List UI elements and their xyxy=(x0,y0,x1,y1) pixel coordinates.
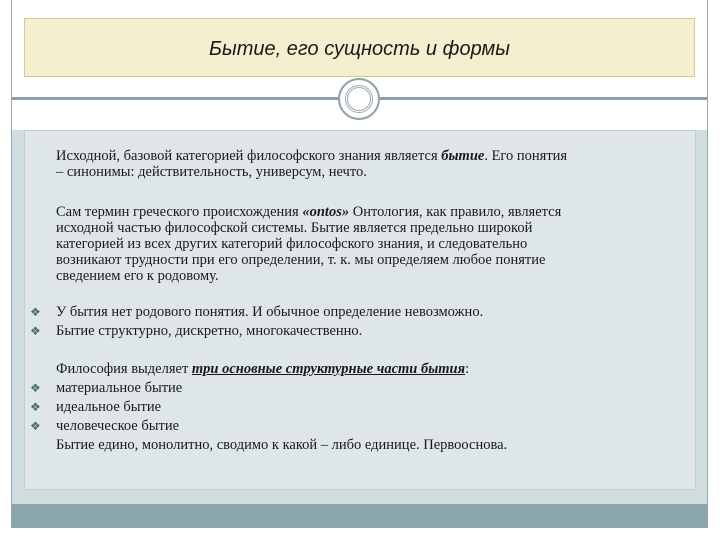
bullet-text: У бытия нет родового понятия. И обычное определение невозможно. xyxy=(56,304,484,320)
diamond-bullet-icon: ❖ xyxy=(30,400,41,414)
list-item xyxy=(30,418,680,434)
diamond-bullet-icon: ❖ xyxy=(30,305,41,319)
p3-text: Философия выделяет xyxy=(56,361,192,377)
bullet-text: человеческое бытие xyxy=(56,418,180,434)
list-item xyxy=(30,399,680,415)
decorative-circle-icon xyxy=(338,78,380,120)
p2-text-end: Онтология, как правило, является xyxy=(349,204,562,220)
diamond-bullet-icon: ❖ xyxy=(30,381,41,395)
p3-text-end: : xyxy=(465,361,470,377)
paragraph-2-line-5: сведением его к родовому. xyxy=(56,268,219,284)
paragraph-2-line-1 xyxy=(56,204,686,220)
p1-emphasis: бытие xyxy=(441,148,485,164)
diamond-bullet-icon: ❖ xyxy=(30,324,41,338)
paragraph-1-line-2: – синонимы: действительность, универсум, нечто. xyxy=(56,164,367,180)
paragraph-1-line-1 xyxy=(56,148,686,164)
p3-emphasis: три основные структурные части бытия xyxy=(191,361,466,377)
footer-bar xyxy=(12,504,707,528)
paragraph-3 xyxy=(56,361,686,377)
diamond-bullet-icon: ❖ xyxy=(30,419,41,433)
paragraph-1 xyxy=(56,148,686,180)
p2-emphasis: «ontos» xyxy=(302,204,350,220)
title-box xyxy=(24,18,695,77)
paragraph-2 xyxy=(56,204,686,284)
list-item xyxy=(30,380,680,396)
list-item xyxy=(30,323,680,339)
bullet-text: Бытие структурно, дискретно, многокачественно. xyxy=(56,323,363,339)
p1-text: Исходной, базовой категорией философского знания является xyxy=(56,148,442,164)
slide-title: Бытие, его сущность и формы xyxy=(209,38,510,60)
decorative-ring xyxy=(345,85,373,113)
closing-line: Бытие едино, монолитно, сводимо к какой – либо единице. Первооснова. xyxy=(56,437,508,453)
paragraph-2-line-2: исходной частью философской системы. Бытие является предельно широкой xyxy=(56,220,533,236)
paragraph-2-line-4: возникают трудности при его определении, т. к. мы определяем любое понятие xyxy=(56,252,546,268)
bullet-text: материальное бытие xyxy=(56,380,183,396)
list-item xyxy=(30,304,680,320)
p1-text-end: . Его понятия xyxy=(484,148,568,164)
bullet-text: идеальное бытие xyxy=(56,399,162,415)
p2-text: Сам термин греческого происхождения xyxy=(56,204,303,220)
paragraph-2-line-3: категорией из всех других категорий философского знания, и следовательно xyxy=(56,236,528,252)
